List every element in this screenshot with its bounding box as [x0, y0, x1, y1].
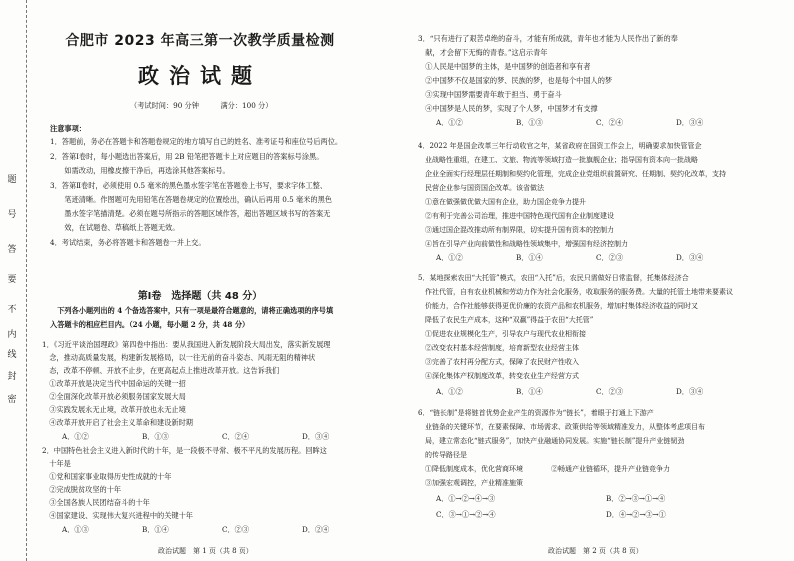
question-5-line: 作社代管，自有农业机械和劳动力作为社会化服务，收取服务的服务费。大量的托管土地带来要素议: [418, 288, 733, 296]
question-5-line: 降低了农民生产成本，这种“双赢”得益于农田“大托管”: [418, 316, 594, 324]
question-6-line: ③加强宏观调控，产业精准施策: [418, 479, 523, 487]
note-line: 墨水签字笔描清楚。必须在题号所指示的答题区域作答，超出答题区域书写的答案无: [50, 209, 331, 218]
question-6-line: 的传导路径是: [418, 451, 467, 459]
question-4-line: 企业全面实行经理层任期制和契约化管理，完成企业党组织前置研究、任期制、契约化改革，支持: [418, 170, 726, 178]
q1-option-b[interactable]: B．①③: [142, 432, 169, 441]
q6-option-a[interactable]: A．①→②→④→③: [436, 494, 496, 503]
question-6-line: 局，建立常态化“链式服务”，加快产业融通协同发展。实施“链长制”提升产业链韧劲: [418, 437, 685, 445]
question-6-line: 6．“链长制”是将链首优势企业产生的资源作为“链长”，着眼于打通上下游产: [418, 409, 654, 417]
question-6-line: 业链条的关键环节，在要素保障、市场需求、政策供给等领域精准发力，从整体考虑项目布: [418, 423, 705, 431]
question-4-line: 4．2022 年是国企改革三年行动收官之年，某省政府在国资工作会上，明确要求加快管管企: [418, 142, 702, 150]
gutter-char: 封: [7, 372, 17, 382]
note-line: 1．答题前，务必在答题卡和答题卷规定的地方填写自己的姓名、准考证号和座位号后两位。: [50, 137, 343, 146]
q4-option-d[interactable]: D．③④: [676, 253, 704, 262]
question-1-line: 1．《习近平谈治国理政》第四卷中指出：要从我国进入新发展阶段大局出发，落实新发展理: [42, 340, 331, 349]
question-5-line: ④深化集体产权制度改革，转变农业生产经营方式: [418, 372, 579, 380]
question-4-line: 业战略性重组，在建工、文旅、物流等领域打造一批旗舰企业；指导国有资本向一批战略: [418, 156, 698, 164]
gutter-char: 内: [7, 330, 17, 340]
exam-page-2: [400, 0, 794, 561]
gutter-char: 号: [7, 210, 17, 220]
question-3-line: ③实现中国梦需要青年敢于担当、勇于奋斗: [418, 90, 562, 99]
question-2-line: ①党和国家事业取得历史性成就的十年: [42, 472, 172, 481]
question-5-line: ②改变农村基本经营制度，培育新型农业经营主体: [418, 344, 579, 352]
q5-option-c[interactable]: C．②③: [596, 387, 624, 396]
section-desc-line: 下列各小题列出的 4 个备选答案中，只有一项是最符合题意的，请将正确选项的序号填: [50, 306, 334, 315]
note-line: 4．考试结束，务必将答题卡和答题卷一并上交。: [50, 238, 206, 247]
q6-option-c[interactable]: C．③→①→②→④: [436, 510, 496, 519]
q2-option-d[interactable]: D．②④: [302, 525, 330, 534]
section-title: 第Ⅰ卷 选择题（共 48 分）: [137, 291, 263, 302]
q6-option-b[interactable]: B．②→③→①→④: [606, 494, 666, 503]
exam-name: 合肥市 2023 年高三第一次教学质量检测: [65, 33, 335, 49]
question-2-line: 十年是: [42, 459, 71, 468]
question-5-line: 价能力，合作社能够获得更优价廉的农资产品和农机服务，增加村集体经济收益的同时又: [418, 302, 698, 310]
question-1-line: ②全面深化改革开放必须服务国家发展大局: [42, 392, 186, 401]
gutter-char: 密: [7, 395, 17, 405]
gutter-char: 题: [7, 175, 17, 185]
question-3-line: ①人民是中国梦的主体，是中国梦的创造者和享有者: [418, 62, 591, 71]
question-2-line: 2．中国特色社会主义进入新时代的十年，是一段极不寻常、极不平凡的发展历程。回眸这: [42, 446, 327, 455]
gutter-char: 不: [7, 305, 17, 315]
question-4-line: ③通过国企混改推动所有制界限，切实提升国有资本的控制力: [418, 226, 614, 234]
question-2-line: ③全国各族人民团结奋斗的十年: [42, 498, 150, 507]
note-line: 3．答第Ⅱ卷时，必须使用 0.5 毫米的黑色墨水签字笔在答题卷上书写，要求字体工整、: [50, 181, 328, 190]
question-2-line: ④国家建设、实现伟大复兴进程中的关键十年: [42, 511, 193, 520]
question-1-line: 态，改革不停顿、开放不止步，在更高起点上推进改革开放。这告诉我们: [42, 366, 280, 375]
q4-option-a[interactable]: A．①②: [436, 253, 463, 262]
question-3-line: ②中国梦不仅是国家的梦、民族的梦，也是每个中国人的梦: [418, 76, 613, 85]
question-6-line: ①降低制度成本，优化营商环境 ②畅通产业链循环，提升产业链竞争力: [418, 465, 670, 473]
note-line: 效，在试题卷、草稿纸上答题无效。: [50, 223, 180, 232]
section-desc-line: 入答题卡的相应栏目内。（24 小题，每小题 2 分，共 48 分）: [50, 320, 250, 329]
q3-option-b[interactable]: B．①③: [516, 118, 543, 127]
q3-option-d[interactable]: D．③④: [676, 118, 704, 127]
question-1-line: ①改革开放是决定当代中国命运的关键一招: [42, 379, 186, 388]
q1-option-a[interactable]: A．①②: [62, 432, 89, 441]
question-4-line: ④旨在引导产业向前做性和战略性领域集中，增强国有经济控制力: [418, 240, 628, 248]
question-1-line: ③实践发展永无止境，改革开放也永无止境: [42, 405, 186, 414]
question-5-line: ③完善了农村再分配方式，保障了农民财产性收入: [418, 358, 579, 366]
page-footer: 政治试题 第 2 页（共 8 页）: [548, 547, 643, 555]
question-4-line: ②有利于完善公司治理，推进中国特色现代国有企业制度建设: [418, 212, 614, 220]
q2-option-b[interactable]: B．①④: [142, 525, 169, 534]
q5-option-d[interactable]: D．③④: [676, 387, 704, 396]
question-1-line: ④改革开放开启了社会主义革命和建设新时期: [42, 418, 193, 427]
question-1-line: 念，推动高质量发展，构建新发展格局，以一往无前的奋斗姿态、风雨无阻的精神状: [42, 353, 316, 362]
question-3-line: ④中国梦是人民的梦，实现了个人梦，中国梦才有支撑: [418, 104, 598, 113]
gutter-char: 线: [7, 350, 17, 360]
question-3-line: 献，才会留下无悔的青春。”这启示青年: [418, 48, 548, 57]
question-3-line: 3．“只有进行了艰苦卓绝的奋斗，才能有所成就，青年也才能为人民作出了新的奉: [418, 34, 678, 43]
question-5-line: ①促进农业规模化生产，引导农户与现代农业相衔接: [418, 330, 586, 338]
gutter-char: 要: [7, 275, 17, 285]
q1-option-c[interactable]: C．②④: [222, 432, 250, 441]
q5-option-b[interactable]: B．①④: [516, 387, 543, 396]
q2-option-c[interactable]: C．②③: [222, 525, 250, 534]
question-4-line: ①意在做强做优做大国有企业，助力国企竞争力提升: [418, 198, 586, 206]
q6-option-d[interactable]: D．④→②→③→①: [606, 510, 666, 519]
question-5-line: 5．某地探索农田“大托管”模式，农田“入托”后，农民只需做好日常监督，托集体经济合: [418, 274, 689, 282]
subject-title: 政治试题: [138, 63, 262, 88]
q2-option-a[interactable]: A．①③: [62, 525, 89, 534]
q5-option-a[interactable]: A．①②: [436, 387, 463, 396]
q4-option-b[interactable]: B．①④: [516, 253, 543, 262]
note-line: 2．答第Ⅰ卷时，每小题选出答案后，用 2B 铅笔把答题卡上对应题目的答案标号涂黑。: [50, 152, 324, 161]
q3-option-c[interactable]: C．②④: [596, 118, 624, 127]
note-line: 笔迹清晰。作图题可先用铅笔在答题卷规定的位置绘出，确认后再用 0.5 毫米的黑色: [50, 195, 332, 204]
question-2-line: ②完成脱贫攻坚的十年: [42, 485, 122, 494]
q4-option-c[interactable]: C．②③: [596, 253, 624, 262]
note-line: 如需改动，用橡皮擦干净后，再选涂其他答案标号。: [50, 166, 230, 175]
question-4-line: 民营企业参与国资国企改革。该省做法: [418, 184, 544, 192]
q1-option-d[interactable]: D．③④: [302, 432, 330, 441]
gutter-char: 答: [7, 245, 17, 255]
notes-title: 注意事项：: [50, 124, 86, 133]
q3-option-a[interactable]: A．①②: [436, 118, 463, 127]
exam-info: （考试时间：90 分钟 满分：100 分）: [130, 101, 273, 110]
page-footer: 政治试题 第 1 页（共 8 页）: [158, 547, 253, 555]
